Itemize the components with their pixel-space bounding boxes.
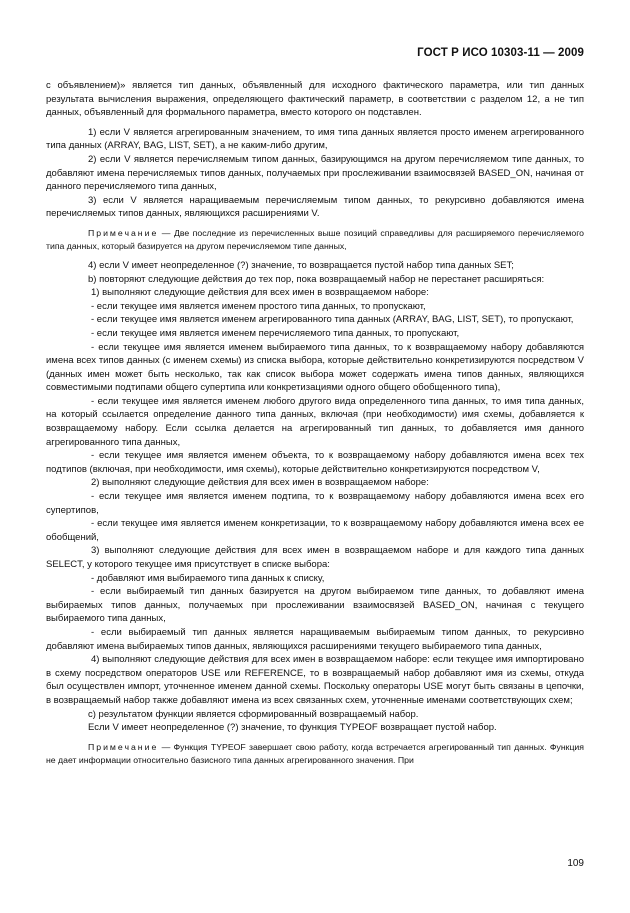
note xyxy=(46,227,584,253)
body-text xyxy=(46,79,584,767)
list-item: - если текущее имя является именем конкретизации, то к возвращаемому набору добавляются имена всех ее обобщений, xyxy=(46,518,584,543)
note-text: — Две последние из перечисленных выше позиций справедливы для расширяемого перечисляемого типа данных, который базируется на другом перечисляемом типе данных, xyxy=(46,227,584,251)
list-item: с) результатом функции является сформированный возвращаемый набор. xyxy=(88,708,419,720)
list-item: - если текущее имя является именем выбираемого типа данных, то к возвращаемому набору добавляются имена всех типов данных (с именем схемы) из списка выбора, которые действительно конкретизируются посредством V (данных имен может быть несколько, так как список выбора может содержать имена типов данных, являющихся совместимыми подтипами общего супертипа или конкретизациями одного общего обобщенного типа), xyxy=(46,341,584,394)
list-item: 4) выполняют следующие действия для всех имен в возвращаемом наборе: если текущее имя импортировано в схему посредством операторов USE или REFERENCE, то в возвращаемый набор добавляют имя из схемы, откуда был осуществлен импорт, уточненное именем данной схемы. Поскольку операторы USE могут быть связаны в цепочки, в возвращаемый набор также добавляют имена из всех связанных схем, уточненные именами соответствующих схем; xyxy=(46,654,584,706)
list-item: - если выбираемый тип данных является наращиваемым выбираемым типом данных, то рекурсивно добавляют имена выбираемых типов данных, являющихся расширениями текущего выбираемого типа данных, xyxy=(46,626,584,652)
list-item: - если текущее имя является именем любого другого вида определенного типа данных, то имя типа данных, на который ссылается определение данного типа данных, включая (при необходимости) имя схемы, добавляется к возвращаемому набору. Если ссылка делается на агрегированный тип данных, то добавляется имя данного агрегированного типа данных, xyxy=(46,395,584,448)
list-item: - если текущее имя является именем объекта, то к возвращаемому набору добавляются имена всех тех подтипов (включая, при необходимости, имя схемы), которые действительно конкретизируются посредством V, xyxy=(46,450,584,475)
list-item: 3) выполняют следующие действия для всех имен в возвращаемом наборе и для каждого типа данных SELECT, у которого текущее имя присутствует в списке выбора: xyxy=(46,545,584,570)
list-item: - если текущее имя является именем подтипа, то к возвращаемому набору добавляются имена всех его супертипов, xyxy=(46,491,584,516)
list-item: 1) если V является агрегированным значением, то имя типа данных является просто именем агрегированного типа данных (ARRAY, BAG, LIST, SET), а не каким-либо другим, xyxy=(46,126,584,152)
list-item: 4) если V имеет неопределенное (?) значение, то возвращается пустой набор типа данных SET; xyxy=(88,259,514,271)
list-item: 2) если V является перечисляемым типом данных, базирующимся на другом перечисляемом типе данных, то добавляют имена перечисляемых типов данных, получаемых при прослеживании взаимосвязей BASED_ON, начиная от данного перечисляемого типа данных, xyxy=(46,153,584,193)
list-item: 2) выполняют следующие действия для всех имен в возвращаемом наборе: xyxy=(91,477,429,489)
page-number: 109 xyxy=(567,858,584,869)
paragraph: Если V имеет неопределенное (?) значение, то функция TYPEOF возвращает пустой набор. xyxy=(88,722,497,734)
note xyxy=(46,741,584,767)
list-item: - добавляют имя выбираемого типа данных к списку, xyxy=(91,572,325,584)
list-item: - если текущее имя является именем простого типа данных, то пропускают, xyxy=(91,300,426,312)
note-text: — Функция TYPEOF завершает свою работу, когда встречается агрегированный тип данных. Функция не дает информации относительно базисного типа данных агрегированного значения. При xyxy=(46,741,584,765)
list-item: b) повторяют следующие действия до тех пор, пока возвращаемый набор не перестанет расширяться: xyxy=(88,273,545,285)
list-item: 1) выполняют следующие действия для всех имен в возвращаемом наборе: xyxy=(91,287,429,299)
list-item: - если выбираемый тип данных базируется на другом выбираемом типе данных, то добавляют имена выбираемых типов данных, получаемых при прослеживании взаимосвязей BASED_ON, начиная с текущего выбираемого типа данных, xyxy=(46,586,584,625)
standard-header: ГОСТ Р ИСО 10303-11 — 2009 xyxy=(417,47,584,59)
note-label: Примечание xyxy=(88,741,159,752)
list-item: - если текущее имя является именем перечисляемого типа данных, то пропускают, xyxy=(91,327,460,339)
note-label: Примечание xyxy=(88,227,159,238)
list-item: - если текущее имя является именем агрегированного типа данных (ARRAY, BAG, LIST, SET), то пропускают, xyxy=(91,314,574,326)
list-item: 3) если V является наращиваемым перечисляемым типом данных, то рекурсивно добавляются имена перечисляемых типов данных, являющихся расширениями V. xyxy=(46,194,584,220)
paragraph: с объявлением)» является тип данных, объявленный для исходного фактического параметра, или тип данных результата вычисления выражения, определяющего фактический параметр, в соответствии с разделом 12, а не тип данных, объявленный для формального параметра, вместо которого он подставлен. xyxy=(46,80,584,119)
